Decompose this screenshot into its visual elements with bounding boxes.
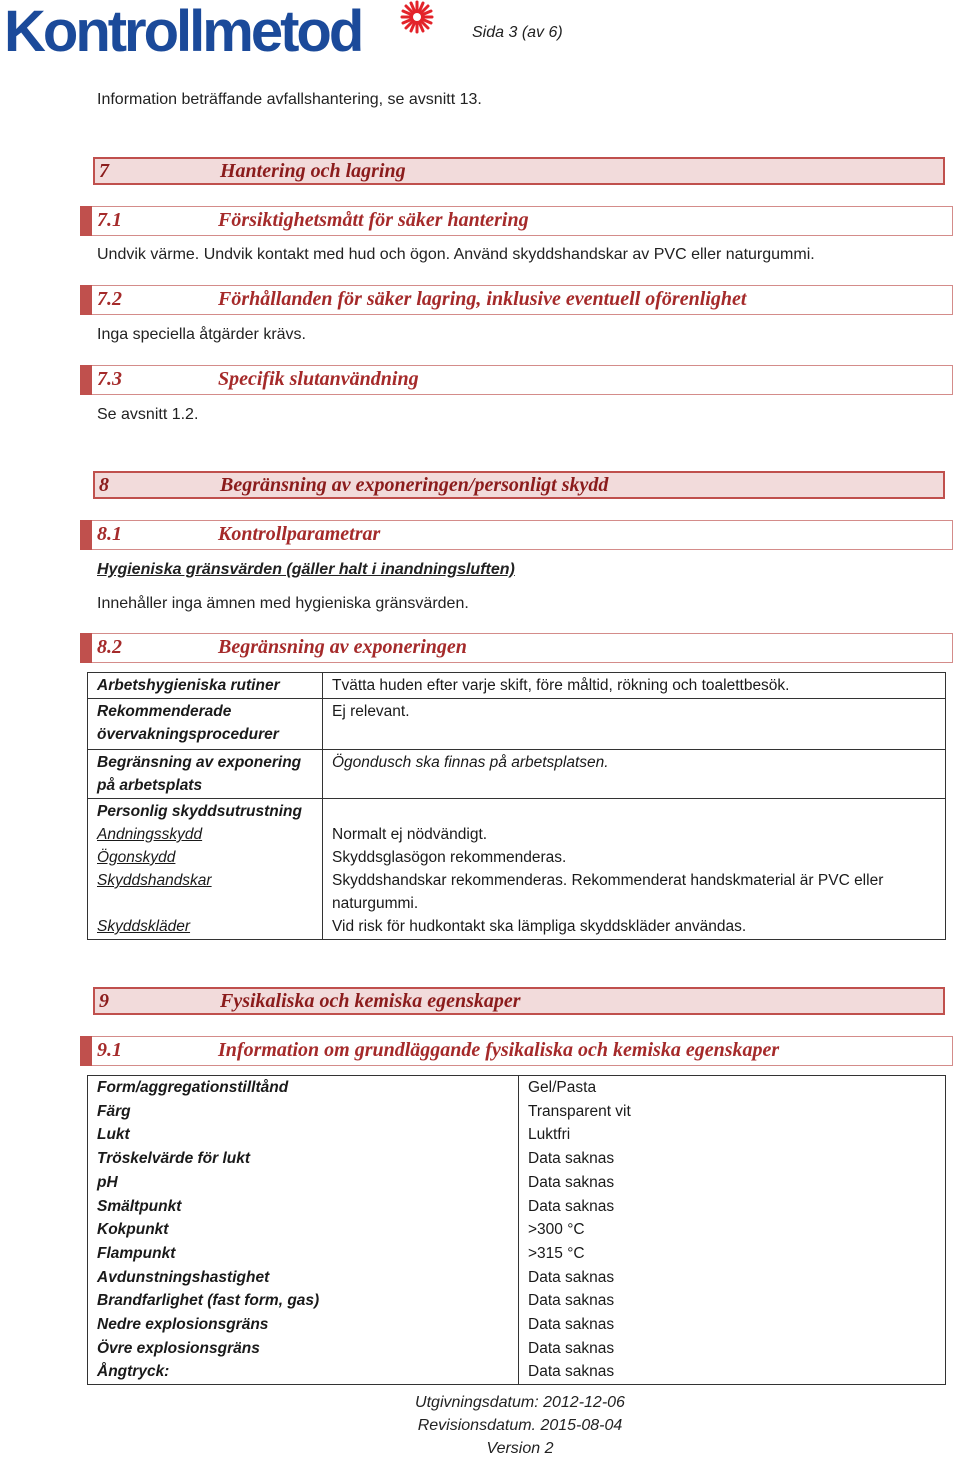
property-label: Färg [88, 1100, 519, 1124]
section-number: 7 [99, 160, 109, 182]
section-number: 7.3 [97, 368, 122, 390]
section-number: 8 [99, 474, 109, 496]
property-label: pH [88, 1171, 519, 1195]
section-title: Kontrollparametrar [218, 523, 381, 545]
section-7-header [93, 157, 945, 185]
section-number: 9.1 [97, 1039, 122, 1061]
section-title: Begränsning av exponeringen [218, 636, 467, 658]
property-label: Ångtryck: [88, 1360, 519, 1384]
intro-text: Information beträffande avfallshantering, se avsnitt 13. [97, 91, 482, 108]
footer-issue-date: Utgivningsdatum: 2012-12-06 [415, 1394, 625, 1411]
property-value: Data saknas [528, 1173, 615, 1191]
property-row [88, 1076, 946, 1100]
page-number: Sida 3 (av 6) [472, 24, 563, 41]
section-8-1-subheading: Hygieniska gränsvärden (gäller halt i inandningsluften) [97, 561, 515, 578]
property-row [88, 1218, 946, 1242]
section-number: 7.1 [97, 209, 122, 231]
section-number: 9 [99, 990, 109, 1012]
property-value: Luktfri [528, 1126, 571, 1144]
section-9-header [93, 987, 945, 1015]
property-value: Data saknas [528, 1339, 615, 1357]
section-number: 7.2 [97, 288, 122, 310]
table-row [88, 750, 946, 799]
property-row [88, 1289, 946, 1313]
section-title: Fysikaliska och kemiska egenskaper [220, 990, 521, 1012]
section-7-2-header [80, 285, 953, 315]
exposure-control-table [87, 672, 946, 940]
logo-star-icon [400, 0, 434, 34]
section-7-1-header [80, 206, 953, 236]
sub-label: Ögonskydd [97, 849, 176, 866]
value-line: Vid risk för hudkontakt ska lämpliga skyddskläder användas. [332, 918, 747, 935]
section-9-1-header [80, 1036, 953, 1066]
property-row [88, 1266, 946, 1290]
property-value: Data saknas [528, 1268, 615, 1286]
property-value: >315 °C [528, 1244, 585, 1262]
section-number: 8.1 [97, 523, 122, 545]
company-logo [4, 0, 434, 64]
property-row [88, 1313, 946, 1337]
label-line: på arbetsplats [97, 777, 203, 794]
label-line: Rekommenderade [97, 703, 232, 720]
property-row [88, 1100, 946, 1124]
row-value: Ögondusch ska finnas på arbetsplatsen. [323, 750, 946, 799]
sub-label: Skyddshandskar [97, 872, 212, 889]
section-title: Begränsning av exponeringen/personligt skydd [220, 474, 609, 496]
property-value: Data saknas [528, 1292, 615, 1310]
section-8-header [93, 471, 945, 499]
table-row [88, 699, 946, 750]
property-value: Gel/Pasta [528, 1079, 597, 1096]
property-row [88, 1360, 946, 1384]
property-label: Form/aggregationstilltånd [88, 1076, 519, 1100]
row-value [323, 799, 946, 940]
value-line: Normalt ej nödvändigt. [332, 826, 488, 843]
section-7-3-text: Se avsnitt 1.2. [97, 406, 199, 423]
section-title: Specifik slutanvändning [218, 368, 419, 390]
section-7-1-text: Undvik värme. Undvik kontakt med hud och ögon. Använd skyddshandskar av PVC eller naturgummi. [97, 246, 815, 263]
label-line: övervakningsprocedurer [97, 726, 279, 743]
row-label [88, 750, 323, 799]
sub-label: Andningsskydd [97, 826, 203, 843]
value-line: naturgummi. [332, 895, 419, 912]
sub-label: Skyddskläder [97, 918, 191, 935]
property-label: Smältpunkt [88, 1195, 519, 1219]
row-label [88, 799, 323, 940]
row-label [88, 699, 323, 750]
row-value: Ej relevant. [323, 699, 946, 750]
section-title: Hantering och lagring [220, 160, 406, 182]
properties-table [87, 1075, 946, 1385]
footer-revision-date: Revisionsdatum. 2015-08-04 [417, 1417, 623, 1434]
property-value: Data saknas [528, 1363, 615, 1381]
label-line: Personlig skyddsutrustning [97, 803, 302, 820]
section-number: 8.2 [97, 636, 122, 658]
property-label: Övre explosionsgräns [88, 1337, 519, 1361]
property-value: Data saknas [528, 1197, 615, 1215]
property-row [88, 1147, 946, 1171]
property-label: Lukt [88, 1123, 519, 1147]
table-row [88, 673, 946, 699]
section-title: Information om grundläggande fysikaliska och kemiska egenskaper [218, 1039, 780, 1061]
row-value: Tvätta huden efter varje skift, före måltid, rökning och toalettbesök. [323, 673, 946, 699]
logo-text: Kontrollmetod [4, 0, 362, 64]
property-label: Tröskelvärde för lukt [88, 1147, 519, 1171]
section-7-2-text: Inga speciella åtgärder krävs. [97, 326, 306, 343]
property-value: Data saknas [528, 1150, 615, 1168]
property-row [88, 1337, 946, 1361]
property-value: >300 °C [528, 1221, 585, 1239]
section-7-3-header [80, 365, 953, 395]
table-row [88, 799, 946, 940]
footer-version: Version 2 [486, 1440, 554, 1457]
section-title: Förhållanden för säker lagring, inklusive eventuell oförenlighet [218, 288, 747, 310]
property-row [88, 1171, 946, 1195]
section-8-1-text: Innehåller inga ämnen med hygieniska gränsvärden. [97, 595, 469, 612]
value-line: Skyddshandskar rekommenderas. Rekommenderat handskmaterial är PVC eller [332, 872, 884, 889]
section-title: Försiktighetsmått för säker hantering [218, 209, 529, 231]
property-row [88, 1195, 946, 1219]
property-label: Nedre explosionsgräns [88, 1313, 519, 1337]
property-label: Flampunkt [88, 1242, 519, 1266]
label-line: Begränsning av exponering [97, 754, 302, 771]
property-label: Brandfarlighet (fast form, gas) [88, 1289, 519, 1313]
section-8-2-header [80, 633, 953, 663]
property-value: Data saknas [528, 1316, 615, 1334]
property-label: Kokpunkt [88, 1218, 519, 1242]
section-8-1-header [80, 520, 953, 550]
property-row [88, 1242, 946, 1266]
property-label: Avdunstningshastighet [88, 1266, 519, 1290]
property-row [88, 1123, 946, 1147]
value-line: Skyddsglasögon rekommenderas. [332, 849, 567, 866]
property-value: Transparent vit [528, 1102, 631, 1120]
row-label: Arbetshygieniska rutiner [88, 673, 323, 699]
